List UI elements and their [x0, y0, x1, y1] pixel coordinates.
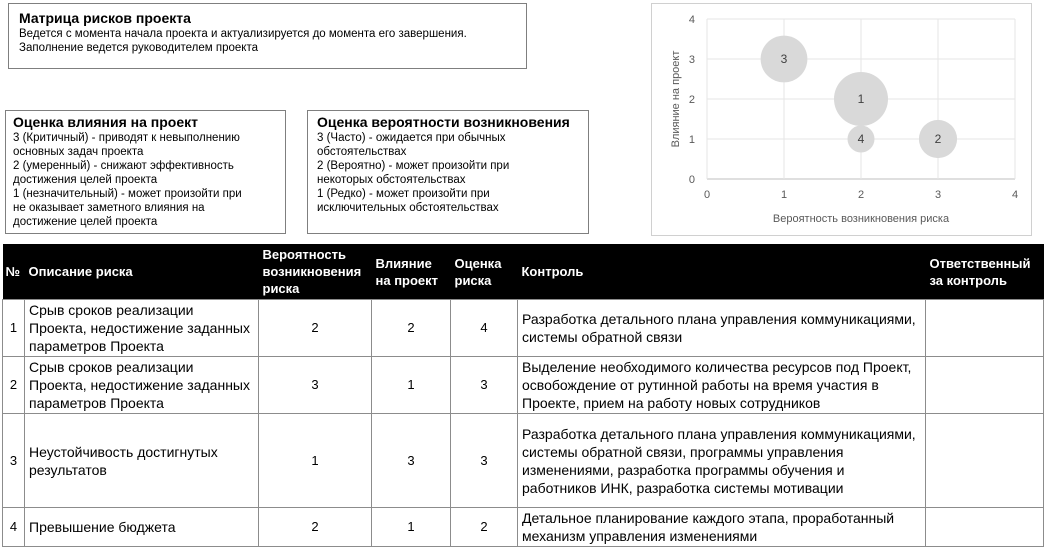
- cell-impact: 1: [372, 357, 451, 414]
- probability-line: обстоятельствах: [317, 146, 407, 158]
- y-tick-label: 0: [688, 174, 695, 186]
- x-tick-label: 4: [1011, 189, 1019, 201]
- impact-line: 3 (Критичный) - приводят к невыполнению: [13, 132, 240, 144]
- y-tick-label: 4: [688, 14, 695, 26]
- x-tick-label: 1: [780, 189, 788, 201]
- cell-control: Разработка детального плана управления коммуникациями, системы обратной связи: [518, 300, 926, 357]
- impact-line: 1 (незначительный) - может произойти при: [13, 188, 242, 200]
- cell-probability: 3: [259, 357, 372, 414]
- cell-impact: 3: [372, 414, 451, 508]
- probability-info-box: [307, 110, 589, 234]
- cell-responsible: [926, 300, 1044, 357]
- probability-line: 3 (Часто) - ожидается при обычных: [317, 132, 506, 144]
- table-row: [3, 300, 1044, 357]
- col-header-description: Описание риска: [25, 244, 259, 300]
- impact-line: достижение целей проекта: [13, 216, 158, 228]
- x-tick-label: 2: [857, 189, 865, 201]
- impact-line: не оказывает заметного влияния на: [13, 202, 205, 214]
- matrix-title: Матрица рисков проекта: [19, 10, 191, 26]
- cell-num: 4: [3, 508, 25, 547]
- risk-bubble-chart: [651, 3, 1032, 236]
- table-row: [3, 357, 1044, 414]
- cell-impact: 2: [372, 300, 451, 357]
- probability-line: 1 (Редко) - может произойти при: [317, 188, 490, 200]
- col-header-score: Оценка риска: [451, 244, 518, 300]
- cell-impact: 1: [372, 508, 451, 547]
- impact-line: достижения целей проекта: [13, 174, 158, 186]
- cell-score: 4: [451, 300, 518, 357]
- table-row: [3, 414, 1044, 508]
- probability-title: Оценка вероятности возникновения: [317, 114, 570, 130]
- cell-control: Детальное планирование каждого этапа, проработанный механизм управления изменениями: [518, 508, 926, 547]
- col-header-control: Контроль: [518, 244, 926, 300]
- risk-table: [2, 244, 1044, 547]
- probability-line: исключительных обстоятельствах: [317, 202, 499, 214]
- probability-line: 2 (Вероятно) - может произойти при: [317, 160, 510, 172]
- probability-line: некоторых обстоятельствах: [317, 174, 466, 186]
- x-tick-label: 0: [703, 189, 711, 201]
- cell-num: 3: [3, 414, 25, 508]
- cell-probability: 1: [259, 414, 372, 508]
- y-axis-label: Влияние на проект: [670, 50, 682, 148]
- x-axis-label: Вероятность возникновения риска: [772, 213, 950, 225]
- cell-responsible: [926, 414, 1044, 508]
- y-tick-label: 1: [688, 134, 695, 146]
- cell-description: Превышение бюджета: [25, 508, 259, 547]
- bubble-label: 3: [780, 52, 788, 66]
- col-header-probability: Вероятность возникновения риска: [259, 244, 372, 300]
- cell-control: Разработка детального плана управления коммуникациями, системы обратной связи, программы управления изменениями, разработка программы обучения и работников ИНК, разработка системы мотивации: [518, 414, 926, 508]
- cell-description: Срыв сроков реализации Проекта, недостижение заданных параметров Проекта: [25, 357, 259, 414]
- col-header-num: №: [3, 244, 25, 300]
- cell-description: Срыв сроков реализации Проекта, недостижение заданных параметров Проекта: [25, 300, 259, 357]
- impact-title: Оценка влияния на проект: [13, 114, 198, 130]
- bubble-label: 4: [857, 132, 865, 146]
- cell-probability: 2: [259, 300, 372, 357]
- impact-line: основных задач проекта: [13, 146, 144, 158]
- table-header-row: [3, 244, 1044, 300]
- cell-responsible: [926, 357, 1044, 414]
- bubble-label: 2: [934, 132, 942, 146]
- cell-score: 3: [451, 414, 518, 508]
- chart-canvas: [652, 4, 1031, 235]
- cell-probability: 2: [259, 508, 372, 547]
- cell-control: Выделение необходимого количества ресурсов под Проект, освобождение от рутинной работы на время участия в Проекте, прием на работу новых сотрудников: [518, 357, 926, 414]
- bubble-label: 1: [857, 92, 865, 106]
- y-tick-label: 2: [688, 94, 695, 106]
- matrix-info-box: [8, 3, 527, 69]
- impact-info-box: [5, 110, 286, 234]
- matrix-line: Ведется с момента начала проекта и актуализируется до момента его завершения.: [19, 28, 467, 40]
- x-tick-label: 3: [934, 189, 942, 201]
- matrix-line: Заполнение ведется руководителем проекта: [19, 42, 258, 54]
- impact-line: 2 (умеренный) - снижают эффективность: [13, 160, 234, 172]
- cell-score: 2: [451, 508, 518, 547]
- y-tick-label: 3: [688, 54, 695, 66]
- col-header-impact: Влияние на проект: [372, 244, 451, 300]
- cell-num: 1: [3, 300, 25, 357]
- col-header-responsible: Ответственный за контроль: [926, 244, 1044, 300]
- cell-num: 2: [3, 357, 25, 414]
- cell-score: 3: [451, 357, 518, 414]
- cell-description: Неустойчивость достигнутых результатов: [25, 414, 259, 508]
